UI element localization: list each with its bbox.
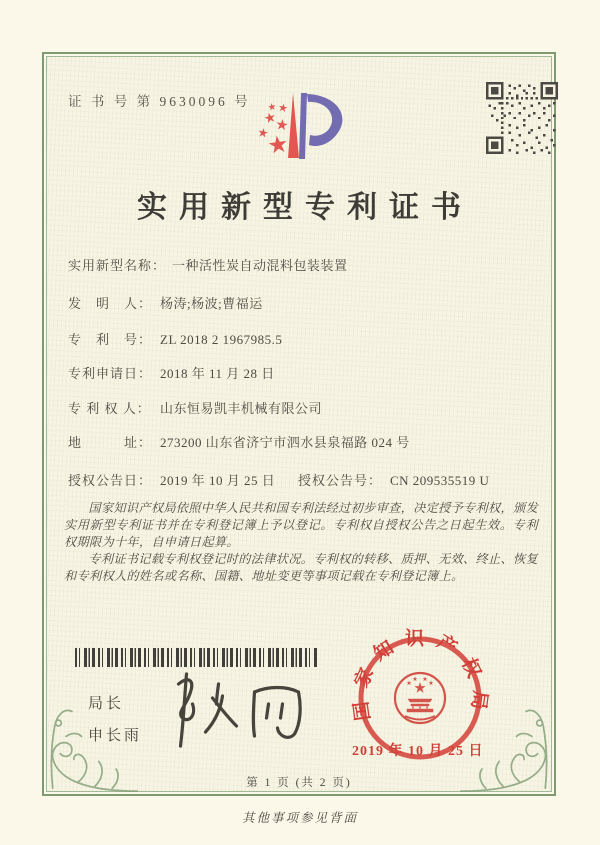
- field-label: 授权公告号：: [298, 473, 383, 488]
- field-inventors: [68, 293, 548, 312]
- cnipa-patent-logo-icon: [255, 85, 350, 165]
- field-patentee: [68, 398, 548, 417]
- statutory-paragraph-2: 专利证书记载专利权登记时的法律状况。专利权的转移、质押、无效、终止、恢复和专利权人的姓名或名称、国籍、地址变更等事项记载在专利登记簿上。: [64, 552, 538, 583]
- field-value: 2018 年 11 月 28 日: [160, 366, 275, 381]
- field-utility-model-name: [68, 255, 548, 274]
- qr-code: [486, 82, 558, 154]
- statutory-paragraph-1: 国家知识产权局依照中华人民共和国专利法经过初步审查，决定授予专利权，颁发实用新型专利证书并在专利登记簿上予以登记。专利权自授权公告之日起生效。专利权期限为十年，自申请日起算。: [64, 501, 538, 549]
- logo-stars-icon: [258, 102, 289, 153]
- field-value: 273200 山东省济宁市泗水县泉福路 024 号: [160, 435, 410, 450]
- field-grant-date: [68, 473, 275, 488]
- field-label: 专 利 号：: [68, 332, 153, 347]
- field-label: 地 址：: [68, 435, 153, 450]
- field-label: 授权公告日：: [68, 473, 153, 488]
- field-address: [68, 432, 548, 451]
- field-label: 专 利 权 人：: [68, 401, 151, 416]
- field-value: ZL 2018 2 1967985.5: [160, 332, 283, 347]
- reverse-side-note: 其他事项参见背面: [241, 811, 358, 825]
- field-value: 一种活性炭自动混料包装装置: [172, 258, 348, 273]
- logo-purple-stem: [299, 93, 307, 159]
- director-title: 局长: [88, 696, 125, 712]
- statutory-text: [64, 500, 538, 585]
- logo-red-wedge: [288, 93, 299, 158]
- field-label: 专利申请日：: [68, 366, 153, 381]
- field-label: 实用新型名称：: [68, 258, 167, 273]
- logo-p-bowl: [307, 94, 342, 146]
- seal-arc-text: 国家知识产权局: [350, 628, 490, 722]
- certificate-title: 实用新型专利证书: [137, 191, 473, 224]
- field-value: 山东恒易凯丰机械有限公司: [160, 401, 323, 416]
- field-filing-date: [68, 363, 548, 382]
- seal-date: 2019 年 10 月 25 日: [352, 744, 484, 759]
- field-grant-row: [68, 470, 548, 489]
- field-value: 2019 年 10 月 25 日: [160, 473, 276, 488]
- certificate-number: 证 书 号 第 9630096 号: [68, 94, 251, 109]
- page-number: 第 1 页 (共 2 页): [246, 777, 352, 789]
- field-value: CN 209535519 U: [390, 473, 490, 488]
- field-patent-number: [68, 329, 548, 348]
- director-name: 申长雨: [88, 728, 143, 744]
- national-emblem-icon: [395, 673, 445, 723]
- field-value: 杨涛;杨波;曹福运: [160, 296, 263, 311]
- director-signature: [148, 662, 323, 757]
- field-label: 发 明 人：: [68, 296, 153, 311]
- field-grant-number: [298, 470, 489, 489]
